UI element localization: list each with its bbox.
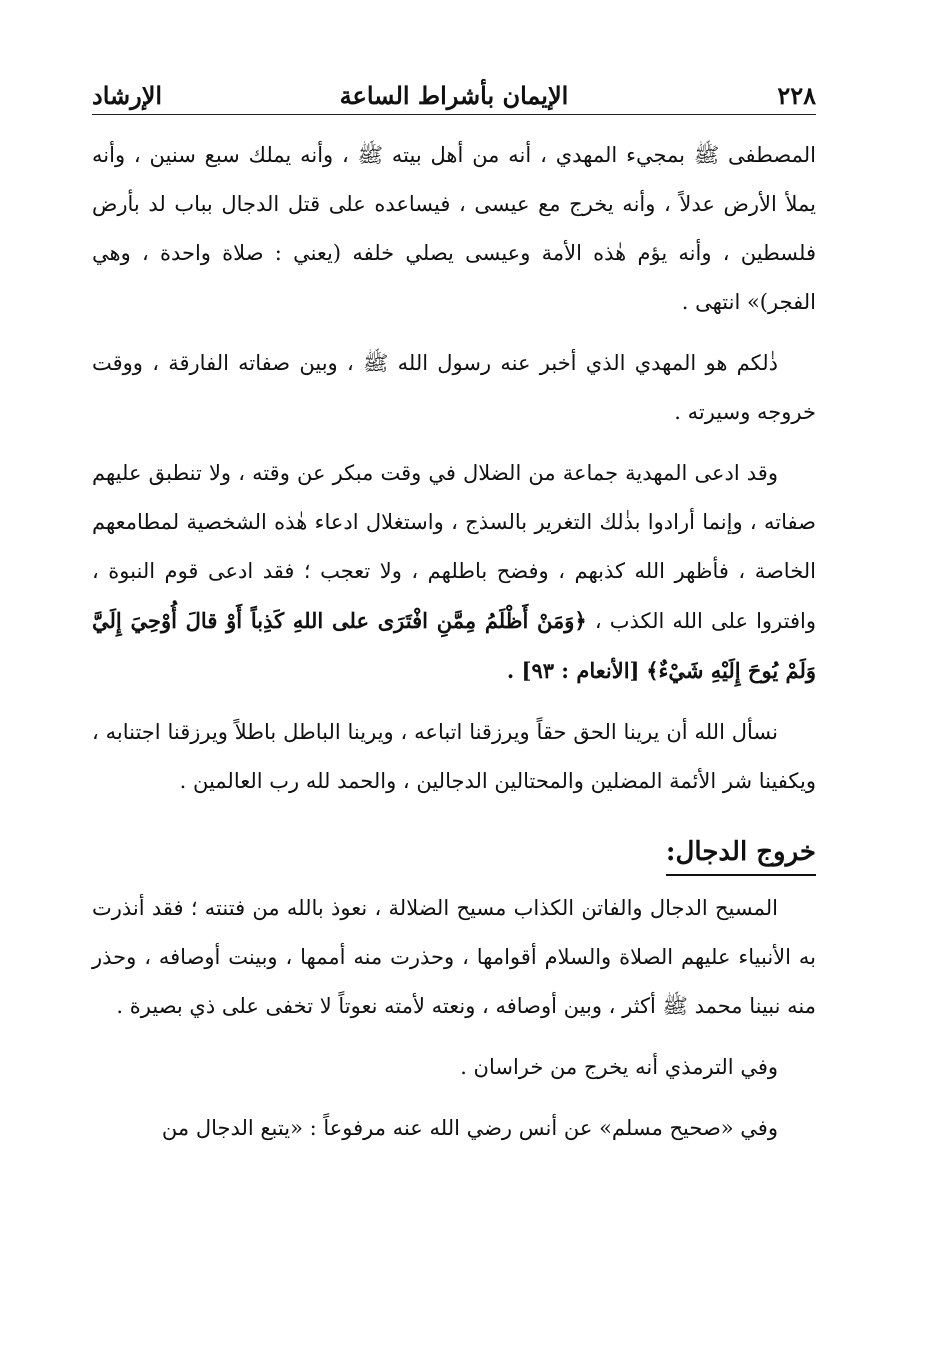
verse-reference: [الأنعام : ٩٣] .: [506, 658, 640, 683]
book-page: [92, 78, 816, 1153]
paragraph-sahih-muslim: وفي «صحيح مسلم» عن أنس رضي الله عنه مرفوعاً : «يتبع الدجال من: [161, 1116, 778, 1140]
paragraph-false-claimants-text: وقد ادعى المهدية جماعة من الضلال في وقت مبكر عن وقته ، ولا تنطبق عليهم صفاته ، وإنما أرادوا بذٰلك التغرير بالسذج ، واستغلال ادعاء هٰذه الشخصية لمطامعهم الخاصة ، فأظهر الله كذبهم ، وفضح باطلهم ، ولا تعجب ؛ فقد ادعى قوم النبوة ، وافتروا على الله الكذب ،: [92, 461, 816, 633]
running-title: الإيمان بأشراط الساعة: [339, 81, 569, 110]
paragraph-tirmidhi: وفي الترمذي أنه يخرج من خراسان .: [460, 1055, 778, 1079]
quran-verse: ﴿وَمَنْ أَظْلَمُ مِمَّنِ افْتَرَى على اللهِ كَذِباً أَوْ قالَ أُوْحِيَ إِلَيَّ وَلَمْ يُوحَ إِلَيْهِ شَيْءٌ﴾: [92, 608, 816, 683]
paragraph-false-claimants: [92, 449, 816, 696]
book-title: الإرشاد: [92, 81, 163, 110]
page-header: [92, 78, 816, 115]
paragraph-supplication: نسأل الله أن يرينا الحق حقاً ويرزقنا اتباعه ، ويرينا الباطل باطلاً ويرزقنا اجتنابه ، ويكفينا شر الأئمة المضلين والمحتالين الدجالين ، والحمد لله رب العالمين .: [92, 720, 816, 793]
page-number: ٢٢٨: [777, 81, 816, 110]
section-heading-dajjal: خروج الدجال:: [666, 832, 816, 876]
paragraph-mahdi-summary: ذٰلكم هو المهدي الذي أخبر عنه رسول الله ﷺ ، وبين صفاته الفارقة ، ووقت خروجه وسيرته .: [92, 351, 816, 424]
section-heading-wrap: [92, 832, 816, 876]
paragraph-dajjal-intro: المسيح الدجال والفاتن الكذاب مسيح الضلالة ، نعوذ بالله من فتنته ؛ فقد أنذرت به الأنبياء عليهم الصلاة والسلام أقوامها ، وحذرت منه أممها ، وبينت أوصافه ، وحذر منه نبينا محمد ﷺ أكثر ، وبين أوصافه ، ونعته لأمته نعوتاً لا تخفى على ذي بصيرة .: [92, 896, 816, 1018]
paragraph-mahdi-hadith-end: المصطفى ﷺ بمجيء المهدي ، أنه من أهل بيته ﷺ ، وأنه يملك سبع سنين ، وأنه يملأ الأرض عدلاً ، وأنه يخرج مع عيسى ، فيساعده على قتل الدجال بباب لد بأرض فلسطين ، وأنه يؤم هٰذه الأمة وعيسى يصلي خلفه (يعني : صلاة واحدة ، وهي الفجر)» انتهى .: [92, 143, 816, 314]
